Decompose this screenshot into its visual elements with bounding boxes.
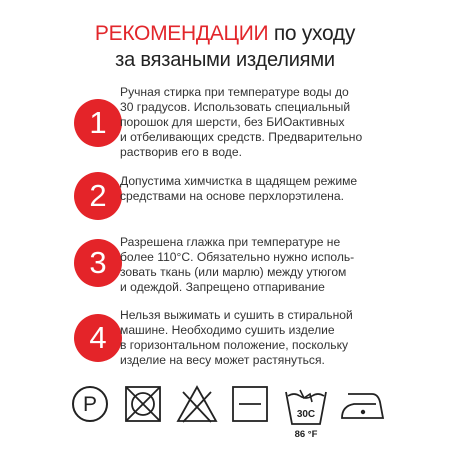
text-line: Нельзя выжимать и сушить в стиральной	[120, 308, 353, 322]
text-line: в горизонтальном положение, поскольку	[120, 338, 349, 352]
number-badge: 3	[74, 239, 122, 287]
title-line-1	[0, 20, 450, 47]
iron-icon	[338, 384, 386, 424]
page-title	[0, 20, 450, 74]
care-text	[120, 235, 392, 295]
text-line: изделие на весу может растянуться.	[120, 353, 325, 367]
text-line: Ручная стирка при температуре воды до	[120, 85, 349, 99]
title-line-2: за вязаными изделиями	[115, 49, 335, 71]
text-line: порошок для шерсти, без БИОактивных	[120, 115, 345, 129]
text-line: растворив его в воде.	[120, 145, 242, 159]
text-line: зовать ткань (или марлю) между утюгом	[120, 265, 347, 279]
text-line: Разрешена глажка при температуре не	[120, 235, 341, 249]
text-line: и отбеливающих средств. Предварительно	[120, 130, 363, 144]
care-text	[120, 308, 392, 368]
care-symbols-row	[70, 384, 390, 440]
text-line: Допустима химчистка в щадящем режиме	[120, 174, 358, 188]
dryclean-p-icon	[70, 384, 110, 424]
care-text	[120, 85, 392, 160]
text-line: машине. Необходимо сушить изделие	[120, 323, 335, 337]
title-accent: РЕКОМЕНДАЦИИ	[94, 22, 269, 45]
title-rest: по уходу	[268, 22, 356, 45]
text-line: более 110°С. Обязательно нужно исполь-	[120, 250, 355, 264]
hand-wash-icon	[282, 384, 330, 440]
number-badge: 1	[74, 99, 122, 147]
number-badge: 2	[74, 172, 122, 220]
text-line: и одеждой. Запрещено отпаривание	[120, 280, 325, 294]
text-line: 30 градусов. Использовать специальный	[120, 100, 351, 114]
dryclean-letter: P	[82, 393, 98, 416]
care-text	[120, 174, 392, 204]
text-line: средствами на основе перхлорэтилена.	[120, 189, 344, 203]
wash-temp-c: 30С	[296, 409, 316, 420]
dry-flat-icon	[230, 384, 270, 424]
wash-temp-f: 86 °F	[294, 429, 318, 440]
no-tumble-dry-icon	[123, 384, 163, 424]
no-bleach-icon	[175, 384, 219, 424]
number-badge: 4	[74, 314, 122, 362]
